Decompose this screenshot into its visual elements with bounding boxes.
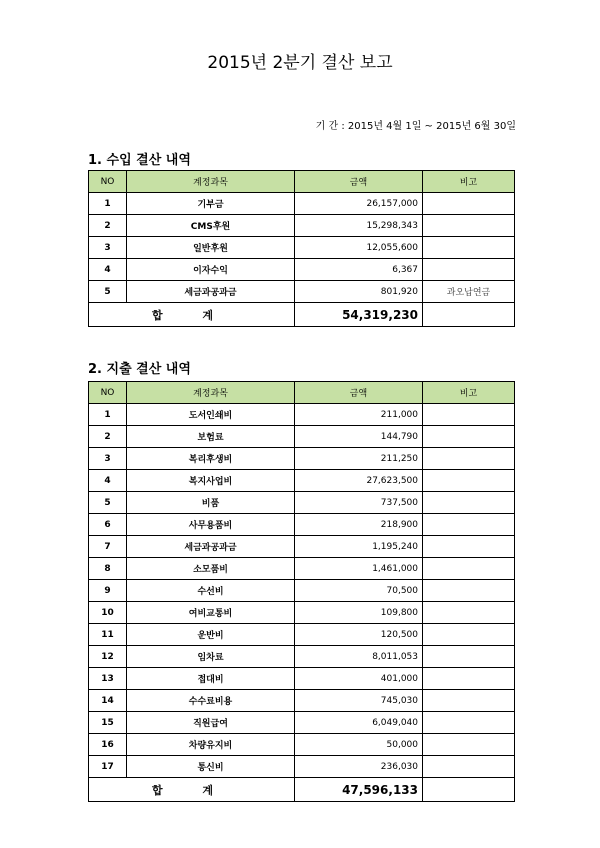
- note-cell: [423, 712, 515, 734]
- col-header-note: 비고: [423, 382, 515, 404]
- table-row: [89, 668, 515, 690]
- amount-value: 109,800: [295, 602, 423, 624]
- account-name: 기부금: [127, 193, 295, 215]
- report-title: 2015년 2분기 결산 보고: [207, 53, 393, 73]
- amount-value: 15,298,343: [295, 215, 423, 237]
- row-number: 6: [89, 514, 127, 536]
- note-cell: [423, 668, 515, 690]
- table-row: [89, 193, 515, 215]
- expense-section-heading: 2. 지출 결산 내역: [88, 362, 191, 377]
- amount-value: 120,500: [295, 624, 423, 646]
- row-number: 3: [89, 448, 127, 470]
- note-cell: [423, 492, 515, 514]
- note-cell: [423, 193, 515, 215]
- table-row: [89, 536, 515, 558]
- amount-value: 401,000: [295, 668, 423, 690]
- col-header-account: 계정과목: [127, 382, 295, 404]
- row-number: 15: [89, 712, 127, 734]
- account-name: 여비교통비: [127, 602, 295, 624]
- account-name: 도서인쇄비: [127, 404, 295, 426]
- row-number: 12: [89, 646, 127, 668]
- account-name: 수수료비용: [127, 690, 295, 712]
- account-name: 수선비: [127, 580, 295, 602]
- table-row: [89, 734, 515, 756]
- note-cell: [423, 259, 515, 281]
- note-cell: 과오납연금: [423, 281, 515, 303]
- account-name: 통신비: [127, 756, 295, 778]
- row-number: 4: [89, 470, 127, 492]
- expense-table-header: [89, 382, 515, 404]
- account-name: 복지사업비: [127, 470, 295, 492]
- row-number: 2: [89, 426, 127, 448]
- row-number: 5: [89, 281, 127, 303]
- col-header-account: 계정과목: [127, 171, 295, 193]
- amount-value: 737,500: [295, 492, 423, 514]
- note-cell: [423, 690, 515, 712]
- table-row: [89, 404, 515, 426]
- income-table-header: [89, 171, 515, 193]
- row-number: 1: [89, 193, 127, 215]
- report-period: 기 간 : 2015년 4월 1일 ~ 2015년 6월 30일: [315, 121, 516, 132]
- note-cell: [423, 646, 515, 668]
- col-header-no: NO: [89, 382, 127, 404]
- note-cell: [423, 580, 515, 602]
- total-row: [89, 303, 515, 327]
- amount-value: 26,157,000: [295, 193, 423, 215]
- total-label: 합 계: [89, 778, 295, 802]
- col-header-note: 비고: [423, 171, 515, 193]
- row-number: 14: [89, 690, 127, 712]
- row-number: 1: [89, 404, 127, 426]
- total-note-cell: [423, 303, 515, 327]
- amount-value: 50,000: [295, 734, 423, 756]
- account-name: 비품: [127, 492, 295, 514]
- account-name: 직원급여: [127, 712, 295, 734]
- table-row: [89, 237, 515, 259]
- row-number: 11: [89, 624, 127, 646]
- table-row: [89, 281, 515, 303]
- col-header-amount: 금액: [295, 382, 423, 404]
- note-cell: [423, 215, 515, 237]
- account-name: 차량유지비: [127, 734, 295, 756]
- amount-value: 211,000: [295, 404, 423, 426]
- table-row: [89, 624, 515, 646]
- note-cell: [423, 470, 515, 492]
- account-name: 이자수익: [127, 259, 295, 281]
- account-name: 세금과공과금: [127, 281, 295, 303]
- table-row: [89, 712, 515, 734]
- amount-value: 6,049,040: [295, 712, 423, 734]
- row-number: 9: [89, 580, 127, 602]
- amount-value: 236,030: [295, 756, 423, 778]
- table-row: [89, 690, 515, 712]
- amount-value: 745,030: [295, 690, 423, 712]
- note-cell: [423, 426, 515, 448]
- amount-value: 1,461,000: [295, 558, 423, 580]
- total-row: [89, 778, 515, 802]
- table-row: [89, 756, 515, 778]
- col-header-amount: 금액: [295, 171, 423, 193]
- note-cell: [423, 558, 515, 580]
- table-row: [89, 470, 515, 492]
- total-amount: 54,319,230: [295, 303, 423, 327]
- account-name: 접대비: [127, 668, 295, 690]
- income-rows: [89, 193, 515, 327]
- row-number: 16: [89, 734, 127, 756]
- note-cell: [423, 448, 515, 470]
- account-name: 세금과공과금: [127, 536, 295, 558]
- expense-rows: [89, 404, 515, 802]
- note-cell: [423, 536, 515, 558]
- note-cell: [423, 514, 515, 536]
- note-cell: [423, 756, 515, 778]
- table-row: [89, 259, 515, 281]
- account-name: CMS후원: [127, 215, 295, 237]
- amount-value: 1,195,240: [295, 536, 423, 558]
- total-amount: 47,596,133: [295, 778, 423, 802]
- account-name: 사무용품비: [127, 514, 295, 536]
- amount-value: 144,790: [295, 426, 423, 448]
- table-row: [89, 646, 515, 668]
- total-note-cell: [423, 778, 515, 802]
- table-row: [89, 514, 515, 536]
- amount-value: 801,920: [295, 281, 423, 303]
- col-header-no: NO: [89, 171, 127, 193]
- row-number: 4: [89, 259, 127, 281]
- row-number: 10: [89, 602, 127, 624]
- account-name: 임차료: [127, 646, 295, 668]
- table-row: [89, 215, 515, 237]
- note-cell: [423, 237, 515, 259]
- amount-value: 218,900: [295, 514, 423, 536]
- expense-table: [88, 381, 515, 802]
- row-number: 17: [89, 756, 127, 778]
- row-number: 13: [89, 668, 127, 690]
- note-cell: [423, 734, 515, 756]
- account-name: 보험료: [127, 426, 295, 448]
- table-row: [89, 558, 515, 580]
- table-row: [89, 448, 515, 470]
- note-cell: [423, 624, 515, 646]
- amount-value: 211,250: [295, 448, 423, 470]
- row-number: 2: [89, 215, 127, 237]
- income-table: [88, 170, 515, 327]
- income-section-heading: 1. 수입 결산 내역: [88, 153, 191, 168]
- total-label: 합 계: [89, 303, 295, 327]
- row-number: 5: [89, 492, 127, 514]
- amount-value: 6,367: [295, 259, 423, 281]
- table-row: [89, 602, 515, 624]
- table-row: [89, 492, 515, 514]
- table-row: [89, 426, 515, 448]
- account-name: 운반비: [127, 624, 295, 646]
- amount-value: 12,055,600: [295, 237, 423, 259]
- row-number: 8: [89, 558, 127, 580]
- account-name: 일반후원: [127, 237, 295, 259]
- table-row: [89, 580, 515, 602]
- account-name: 복리후생비: [127, 448, 295, 470]
- amount-value: 70,500: [295, 580, 423, 602]
- account-name: 소모품비: [127, 558, 295, 580]
- amount-value: 27,623,500: [295, 470, 423, 492]
- row-number: 3: [89, 237, 127, 259]
- note-cell: [423, 404, 515, 426]
- amount-value: 8,011,053: [295, 646, 423, 668]
- row-number: 7: [89, 536, 127, 558]
- note-cell: [423, 602, 515, 624]
